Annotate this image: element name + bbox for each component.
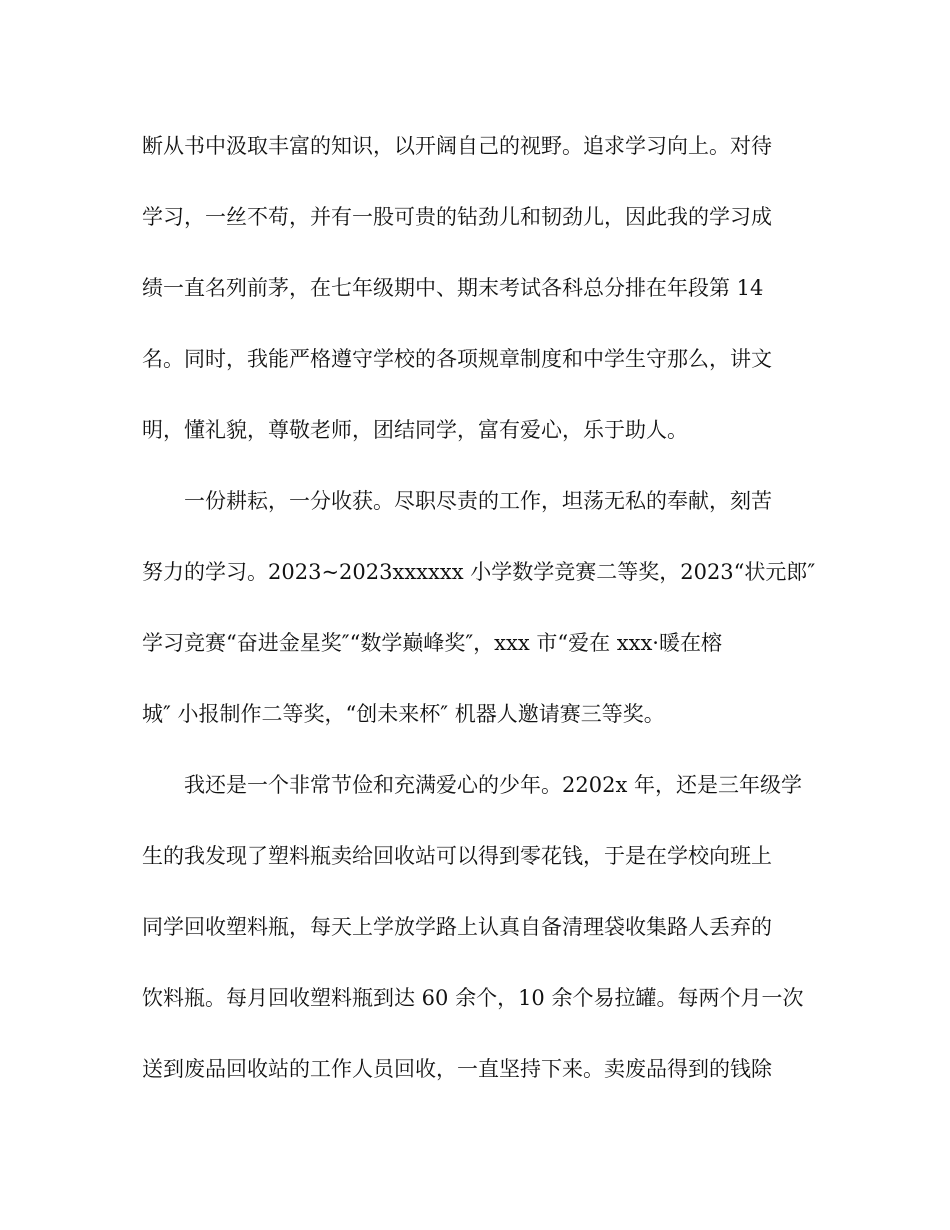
text-line: 送到废品回收站的工作人员回收，一直坚持下来。卖废品得到的钱除 — [142, 1057, 772, 1081]
paragraph-first-line: 我还是一个非常节俭和充满爱心的少年。2202x 年，还是三年级学 — [184, 773, 802, 797]
text-line: 学习，一丝不苟，并有一股可贵的钻劲儿和韧劲儿，因此我的学习成 — [142, 205, 772, 229]
text-line: 饮料瓶。每月回收塑料瓶到达 60 余个，10 余个易拉罐。每两个月一次 — [142, 986, 804, 1010]
text-line: 绩一直名列前茅，在七年级期中、期末考试各科总分排在年段第 14 — [142, 276, 764, 300]
text-line: 名。同时，我能严格遵守学校的各项规章制度和中学生守那么，讲文 — [142, 347, 772, 371]
text-line: 同学回收塑料瓶，每天上学放学路上认真自备清理袋收集路人丢弃的 — [142, 915, 772, 939]
text-line: 生的我发现了塑料瓶卖给回收站可以得到零花钱，于是在学校向班上 — [142, 844, 772, 868]
text-line: 城″ 小报制作二等奖，“创未来杯″ 机器人邀请赛三等奖。 — [142, 702, 665, 726]
text-line: 断从书中汲取丰富的知识，以开阔自己的视野。追求学习向上。对待 — [142, 134, 772, 158]
text-line: 明，懂礼貌，尊敬老师，团结同学，富有爱心，乐于助人。 — [142, 418, 688, 442]
paragraph-first-line: 一份耕耘，一分收获。尽职尽责的工作，坦荡无私的奉献，刻苦 — [184, 489, 772, 513]
text-line: 学习竞赛“奋进金星奖″“数学巅峰奖″，xxx 市“爱在 xxx·暖在榕 — [142, 631, 722, 655]
text-line: 努力的学习。2023~2023xxxxxx 小学数学竞赛二等奖，2023“状元郎″ — [142, 560, 816, 584]
